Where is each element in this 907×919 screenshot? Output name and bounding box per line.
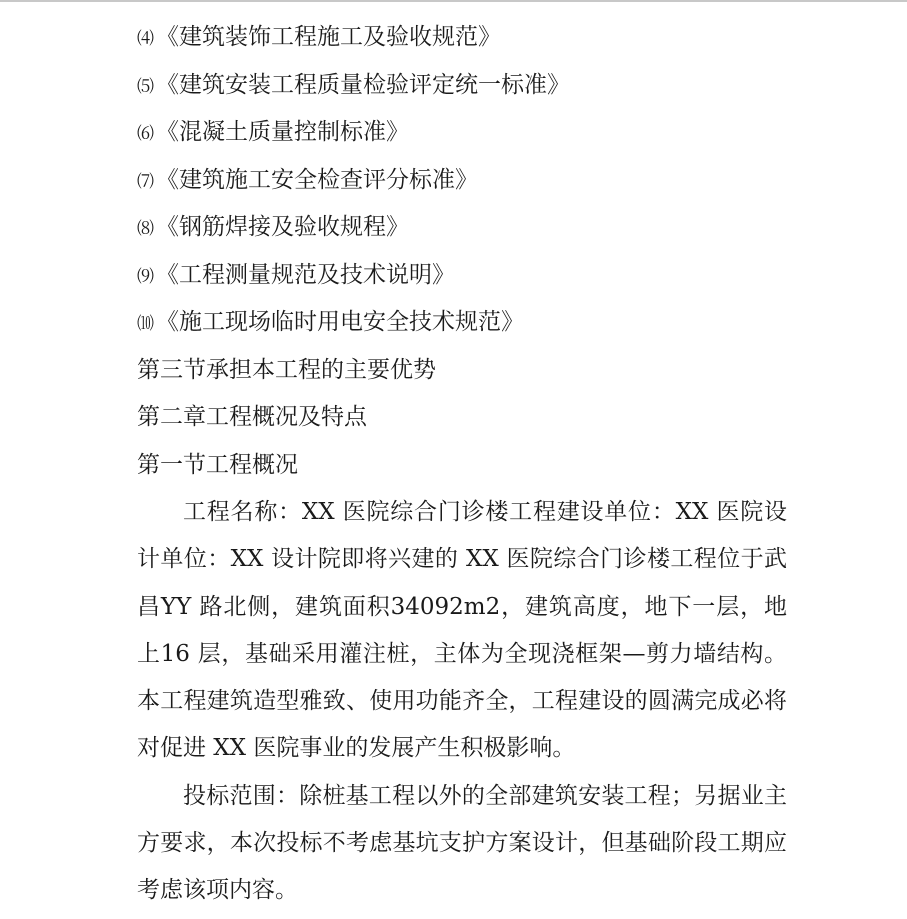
list-number: ⑸ [137, 76, 154, 97]
list-number: ⑼ [137, 266, 154, 287]
document-body [137, 14, 787, 915]
list-number: ⑽ [137, 314, 154, 334]
list-text: 《建筑装饰工程施工及验收规范》 [156, 24, 501, 50]
section-heading-advantages: 第三节承担本工程的主要优势 [137, 356, 436, 383]
list-text: 《工程测量规范及技术说明》 [156, 261, 455, 288]
standard-list-item [137, 109, 787, 157]
standard-list-item [137, 252, 787, 300]
standard-list-item [137, 299, 787, 347]
list-text: 《混凝土质量控制标准》 [156, 119, 409, 145]
standard-list-item [137, 204, 787, 252]
chapter-heading-overview: 第二章工程概况及特点 [137, 404, 367, 430]
bid-scope-paragraph: 投标范围：除桩基工程以外的全部建筑安装工程；另据业主方要求，本次投标不考虑基坑支护方案设计，但基础阶段工期应考虑该项内容。 [137, 782, 787, 904]
list-text: 《建筑施工安全检查评分标准》 [156, 166, 478, 193]
list-number: ⑻ [137, 219, 154, 239]
list-text: 《施工现场临时用电安全技术规范》 [156, 309, 524, 335]
standard-list-item [137, 62, 787, 110]
list-text: 《建筑安装工程质量检验评定统一标准》 [156, 71, 570, 98]
list-number: ⑺ [137, 171, 154, 192]
page-top-divider [0, 0, 907, 2]
project-overview-paragraph: 工程名称：XX 医院综合门诊楼工程建设单位：XX 医院设计单位：XX 设计院即将兴建的 XX 医院综合门诊楼工程位于武昌YY 路北侧，建筑面积34092m2，建筑高度，地下一层，地上16 层，基础采用灌注桩，主体为全现浇框架—剪力墙结构。本工程建筑造型雅致、使用功能齐全，工程建设的圆满完成必将对促进 XX 医院事业的发展产生积极影响。 [137, 499, 787, 762]
standard-list-item [137, 157, 787, 205]
standard-list-item [137, 14, 787, 62]
list-number: ⑹ [137, 124, 154, 144]
list-number: ⑷ [137, 29, 154, 49]
section-heading-project-overview: 第一节工程概况 [137, 451, 298, 478]
list-text: 《钢筋焊接及验收规程》 [156, 214, 409, 240]
